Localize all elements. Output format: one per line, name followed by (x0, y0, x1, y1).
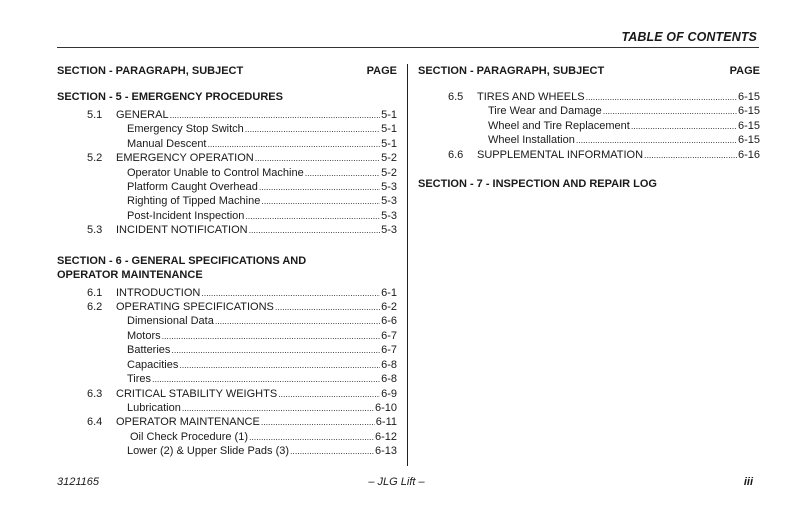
toc-entry-page: 6-2 (381, 301, 397, 314)
toc-entry-number: 5.3 (87, 224, 103, 237)
left-sections (57, 90, 397, 459)
toc-entry-title: Lower (2) & Upper Slide Pads (3) (127, 445, 290, 458)
toc-entry-page: 6-6 (381, 315, 397, 328)
toc-entry-number: 5.1 (87, 109, 103, 121)
right-entries (418, 90, 760, 162)
toc-entry[interactable] (57, 209, 397, 223)
toc-entry-title: Dimensional Data (127, 315, 214, 328)
toc-entry-number: 6.3 (87, 387, 103, 400)
dot-leader (586, 90, 737, 104)
dot-leader (249, 223, 381, 237)
dot-leader (259, 180, 380, 194)
toc-entry[interactable] (57, 430, 397, 444)
footer-brand: – JLG Lift – (368, 476, 425, 488)
dot-leader (171, 343, 380, 357)
column-page-heading: PAGE (366, 65, 397, 77)
dot-leader (152, 372, 380, 386)
toc-entry[interactable] (57, 151, 397, 165)
toc-entry[interactable] (57, 286, 397, 300)
dot-leader (278, 387, 380, 401)
toc-entry-page: 6-9 (381, 387, 397, 400)
column-divider (407, 64, 408, 466)
toc-entry[interactable] (418, 119, 760, 133)
toc-entry[interactable] (57, 329, 397, 343)
toc-entry-page: 6-16 (737, 148, 760, 161)
dot-leader (249, 430, 374, 444)
dot-leader (255, 151, 380, 165)
toc-entry[interactable] (418, 90, 760, 104)
toc-entry[interactable] (57, 194, 397, 208)
toc-entry-title: EMERGENCY OPERATION (116, 152, 254, 165)
toc-entry[interactable] (57, 401, 397, 415)
section-title[interactable]: SECTION - 6 - GENERAL SPECIFICATIONS AND OPERATOR MAINTENANCE (57, 254, 307, 281)
toc-entry[interactable] (57, 108, 397, 122)
toc-entry-title: Emergency Stop Switch (127, 123, 244, 136)
toc-entry-title: Tire Wear and Damage (488, 105, 602, 118)
toc-entry-title: INCIDENT NOTIFICATION (116, 224, 248, 237)
section-title[interactable]: SECTION - 5 - EMERGENCY PROCEDURES (57, 91, 283, 103)
toc-entry-title: Tires (127, 373, 152, 386)
toc-entry[interactable] (57, 387, 397, 401)
toc-entry-page: 6-7 (381, 344, 397, 357)
toc-entry-page: 6-15 (737, 134, 760, 147)
footer-doc-number: 3121165 (57, 476, 100, 488)
toc-entry-title: TIRES AND WHEELS (477, 91, 585, 103)
dot-leader (245, 122, 380, 136)
toc-entry-page: 6-7 (381, 329, 397, 342)
toc-entry-title: Oil Check Procedure (1) (130, 430, 248, 443)
dot-leader (576, 133, 737, 147)
dot-leader (261, 194, 380, 208)
dot-leader (208, 137, 381, 151)
toc-entry-title: OPERATING SPECIFICATIONS (116, 301, 274, 314)
dot-leader (644, 148, 737, 162)
toc-entry-page: 5-3 (381, 181, 397, 194)
toc-entry-title: Batteries (127, 344, 171, 357)
toc-entry-page: 6-1 (381, 286, 397, 299)
dot-leader (162, 329, 380, 343)
toc-entry-title: CRITICAL STABILITY WEIGHTS (116, 387, 278, 400)
toc-entry-page: 5-3 (381, 209, 397, 222)
toc-entry-page: 6-8 (381, 358, 397, 371)
toc-entry-page: 5-3 (381, 195, 397, 208)
toc-entry-number: 6.6 (448, 148, 464, 161)
toc-entry[interactable] (57, 223, 397, 237)
toc-entry-title: Motors (127, 329, 161, 342)
toc-entry[interactable] (57, 314, 397, 328)
dot-leader (245, 209, 380, 223)
toc-entry-title: OPERATOR MAINTENANCE (116, 416, 260, 429)
column-subject-heading: SECTION - PARAGRAPH, SUBJECT (57, 65, 244, 77)
dot-leader (182, 401, 374, 415)
toc-entry-number: 6.2 (87, 301, 103, 314)
toc-entry-number: 6.5 (448, 91, 464, 103)
dot-leader (170, 108, 381, 122)
toc-entry[interactable] (57, 415, 397, 429)
toc-entry-number: 6.4 (87, 416, 103, 429)
dot-leader (179, 358, 380, 372)
header-rule (57, 47, 759, 48)
toc-entry-page: 6-15 (737, 91, 760, 103)
left-column-header (57, 64, 397, 78)
column-page-heading: PAGE (729, 65, 760, 77)
toc-entry-page: 6-10 (374, 401, 397, 414)
toc-list (57, 108, 397, 238)
toc-entry[interactable] (418, 104, 760, 118)
toc-entry-title: Lubrication (127, 401, 181, 414)
toc-entry[interactable] (418, 148, 760, 162)
toc-entry[interactable] (57, 122, 397, 136)
toc-entry-page: 6-15 (737, 119, 760, 132)
toc-entry-page: 6-11 (375, 416, 397, 429)
footer-page-number: iii (743, 476, 753, 488)
toc-entry-page: 5-1 (381, 137, 397, 150)
toc-entry[interactable] (418, 133, 760, 147)
dot-leader (631, 119, 737, 133)
toc-entry-page: 6-13 (374, 445, 397, 458)
toc-entry-number: 6.1 (87, 286, 103, 299)
toc-list (57, 286, 397, 459)
page-header-title: TABLE OF CONTENTS (621, 30, 757, 44)
toc-entry-title: GENERAL (116, 109, 169, 121)
toc-entry[interactable] (57, 180, 397, 194)
toc-entry[interactable] (57, 166, 397, 180)
section-spacer (57, 238, 397, 254)
toc-entry-title: SUPPLEMENTAL INFORMATION (477, 148, 644, 161)
toc-entry[interactable] (57, 358, 397, 372)
toc-entry-page: 5-1 (381, 123, 397, 136)
toc-entry-page: 6-8 (381, 373, 397, 386)
toc-entry-page: 6-12 (374, 430, 397, 443)
toc-entry-title: Post-Incident Inspection (127, 209, 245, 222)
dot-leader (290, 444, 374, 458)
toc-entry-page: 5-2 (381, 166, 397, 179)
dot-leader (305, 166, 380, 180)
section-7-title[interactable]: SECTION - 7 - INSPECTION AND REPAIR LOG (418, 178, 657, 191)
right-column (418, 64, 760, 195)
left-column (57, 64, 397, 459)
toc-entry-page: 6-15 (737, 105, 760, 118)
toc-entry-number: 5.2 (87, 152, 103, 165)
toc-entry-title: Wheel Installation (488, 134, 575, 147)
toc-entry[interactable] (57, 300, 397, 314)
dot-leader (201, 286, 380, 300)
toc-entry-title: Platform Caught Overhead (127, 181, 258, 194)
dot-leader (603, 104, 737, 118)
toc-entry-page: 5-2 (381, 152, 397, 165)
toc-entry-title: Wheel and Tire Replacement (488, 119, 630, 132)
column-subject-heading: SECTION - PARAGRAPH, SUBJECT (418, 65, 605, 77)
dot-leader (261, 415, 375, 429)
toc-entry-title: Righting of Tipped Machine (127, 195, 261, 208)
toc-entry[interactable] (57, 372, 397, 386)
toc-entry-title: Operator Unable to Control Machine (127, 166, 304, 179)
right-column-header (418, 64, 760, 78)
toc-entry[interactable] (57, 137, 397, 151)
dot-leader (215, 314, 380, 328)
toc-entry-page: 5-1 (381, 109, 397, 121)
toc-entry-page: 5-3 (381, 224, 397, 237)
toc-entry-title: Manual Descent (127, 137, 207, 150)
toc-entry[interactable] (57, 444, 397, 458)
dot-leader (275, 300, 380, 314)
toc-entry-title: INTRODUCTION (116, 286, 201, 299)
toc-entry-title: Capacities (127, 358, 179, 371)
toc-entry[interactable] (57, 343, 397, 357)
